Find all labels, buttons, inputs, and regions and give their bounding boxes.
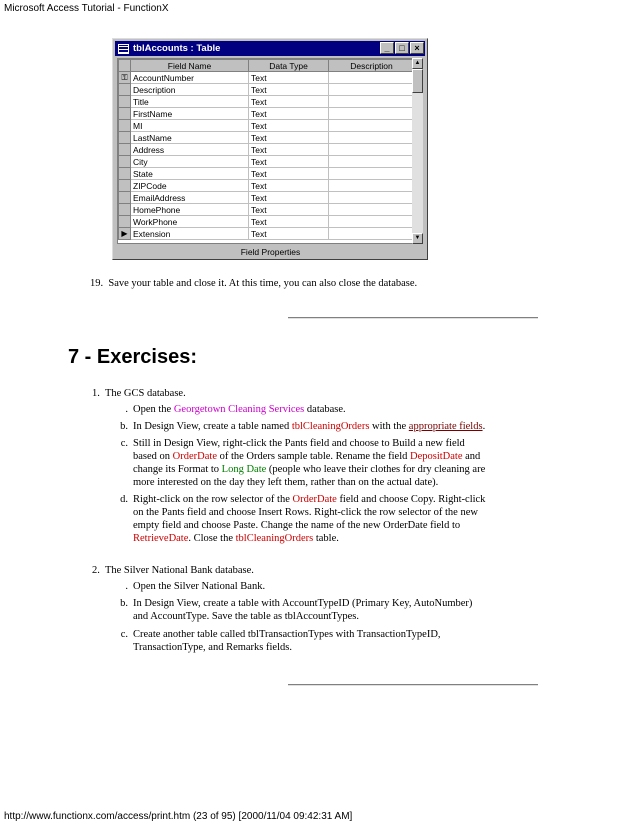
data-type-cell[interactable]: Text	[249, 144, 329, 156]
description-cell[interactable]	[329, 204, 414, 216]
table-row[interactable]	[119, 228, 414, 240]
text: change its Format to	[133, 464, 222, 475]
field-name-cell[interactable]: Title	[131, 96, 249, 108]
field-name: OrderDate	[292, 494, 337, 505]
field-name-cell[interactable]: Description	[131, 84, 249, 96]
text: TransactionType, and Remarks fields.	[133, 642, 292, 653]
text: Still in Design View, right-click the Pants field and choose to Build a new field	[133, 438, 465, 449]
table-row[interactable]	[119, 108, 414, 120]
description-cell[interactable]	[329, 84, 414, 96]
text: and	[462, 451, 481, 462]
field-name-cell[interactable]: MI	[131, 120, 249, 132]
field-name-cell[interactable]: Address	[131, 144, 249, 156]
row-selector[interactable]	[119, 120, 131, 132]
column-header-description: Description	[329, 60, 414, 72]
section-title: 7 - Exercises:	[68, 346, 197, 368]
field-name-cell[interactable]: ZIPCode	[131, 180, 249, 192]
data-type-cell[interactable]: Text	[249, 228, 329, 240]
data-type-cell[interactable]: Text	[249, 180, 329, 192]
text: based on	[133, 451, 173, 462]
field-name-cell[interactable]: Extension	[131, 228, 249, 240]
table-row[interactable]	[119, 132, 414, 144]
table-row[interactable]	[119, 96, 414, 108]
text: more interested on the day they left them, rather than on the actual date).	[133, 477, 439, 488]
table-row[interactable]	[119, 144, 414, 156]
row-selector[interactable]	[119, 216, 131, 228]
scroll-thumb[interactable]	[412, 69, 423, 93]
data-type-cell[interactable]: Text	[249, 84, 329, 96]
text: . Close the	[188, 533, 236, 544]
column-header-data-type: Data Type	[249, 60, 329, 72]
list-text: The GCS database.	[104, 388, 186, 399]
sub-label: .	[125, 581, 128, 592]
row-selector[interactable]	[119, 144, 131, 156]
field-name-cell[interactable]: City	[131, 156, 249, 168]
column-header-field-name: Field Name	[131, 60, 249, 72]
table-name: tblCleaningOrders	[291, 421, 370, 432]
data-type-cell[interactable]: Text	[249, 96, 329, 108]
data-type-cell[interactable]: Text	[249, 132, 329, 144]
row-selector[interactable]	[119, 108, 131, 120]
divider	[288, 317, 538, 319]
table-row[interactable]	[119, 72, 414, 84]
row-selector[interactable]	[119, 168, 131, 180]
step-19	[90, 278, 417, 289]
table-row[interactable]	[119, 156, 414, 168]
sub-label: .	[125, 404, 128, 415]
close-button[interactable]: ×	[410, 42, 424, 54]
row-selector[interactable]	[119, 96, 131, 108]
table-row[interactable]	[119, 216, 414, 228]
window-titlebar	[115, 41, 425, 56]
text: Open the	[133, 404, 174, 415]
list-number: 1.	[92, 388, 100, 399]
data-type-cell[interactable]: Text	[249, 120, 329, 132]
table-row[interactable]	[119, 180, 414, 192]
vertical-scrollbar[interactable]	[412, 58, 423, 244]
sub-label: d.	[120, 494, 128, 505]
data-type-cell[interactable]: Text	[249, 168, 329, 180]
description-cell[interactable]	[329, 192, 414, 204]
sub-label: c.	[120, 438, 128, 449]
text: In Design View, create a table with AccountTypeID (Primary Key, AutoNumber)	[133, 598, 473, 609]
field-name-cell[interactable]: HomePhone	[131, 204, 249, 216]
scroll-up-icon[interactable]: ▲	[412, 58, 423, 69]
georgetown-link[interactable]: Georgetown Cleaning Services	[173, 404, 305, 415]
current-row-icon[interactable]: ▶	[119, 228, 131, 240]
scroll-down-icon[interactable]: ▼	[412, 233, 423, 244]
appropriate-fields-link[interactable]: appropriate fields	[408, 421, 483, 432]
table-row[interactable]	[119, 192, 414, 204]
description-cell[interactable]	[329, 144, 414, 156]
text: and AccountType. Save the table as tblAccountTypes.	[133, 611, 359, 622]
description-cell[interactable]	[329, 120, 414, 132]
table-row[interactable]	[119, 120, 414, 132]
minimize-button[interactable]: _	[380, 42, 394, 54]
text: of the Orders sample table. Rename the field	[216, 451, 410, 462]
step-number: 19.	[90, 278, 104, 289]
field-name-cell[interactable]: LastName	[131, 132, 249, 144]
description-cell[interactable]	[329, 216, 414, 228]
sub-label: b.	[120, 421, 128, 432]
page-footer: http://www.functionx.com/access/print.htm (23 of 95) [2000/11/04 09:42:31 AM]	[4, 811, 353, 822]
table-name: tblCleaningOrders	[235, 533, 314, 544]
text: field and choose Copy. Right-click	[336, 494, 486, 505]
exercise-2-title	[92, 564, 254, 577]
description-cell[interactable]	[329, 72, 414, 84]
row-selector[interactable]	[119, 156, 131, 168]
divider	[288, 684, 538, 686]
primary-key-icon[interactable]: ⚿	[119, 72, 131, 84]
exercise-1-title	[92, 387, 186, 400]
field-name-cell[interactable]: AccountNumber	[131, 72, 249, 84]
text: Open the Silver National Bank.	[133, 581, 266, 592]
row-selector[interactable]	[119, 180, 131, 192]
description-cell[interactable]	[329, 156, 414, 168]
data-type-cell[interactable]: Text	[249, 156, 329, 168]
field-name: RetrieveDate	[133, 533, 189, 544]
row-selector[interactable]	[119, 132, 131, 144]
field-name-cell[interactable]: State	[131, 168, 249, 180]
data-type-cell[interactable]: Text	[249, 108, 329, 120]
row-selector[interactable]	[119, 204, 131, 216]
field-name-cell[interactable]: EmailAddress	[131, 192, 249, 204]
field-properties-bar: Field Properties	[240, 247, 301, 257]
sub-label: b.	[120, 598, 128, 609]
text: .	[482, 421, 486, 432]
data-type-cell[interactable]: Text	[249, 72, 329, 84]
field-name-cell[interactable]: WorkPhone	[131, 216, 249, 228]
description-cell[interactable]	[329, 108, 414, 120]
description-cell[interactable]	[329, 228, 414, 240]
text: on the Pants field and choose Insert Rows. Right-click the row selector of the new	[133, 507, 478, 518]
text: with the	[369, 421, 409, 432]
sub-label: c.	[120, 629, 128, 640]
field-grid	[117, 58, 413, 244]
step-text: Save your table and close it. At this time, you can also close the database.	[108, 278, 418, 289]
text: empty field and choose Paste. Change the name of the new OrderDate field to	[133, 520, 461, 531]
grid-corner	[119, 60, 131, 72]
data-type-cell[interactable]: Text	[249, 216, 329, 228]
data-type-cell[interactable]: Text	[249, 192, 329, 204]
text: Create another table called tblTransactionTypes with TransactionTypeID,	[133, 629, 441, 640]
row-selector[interactable]	[119, 84, 131, 96]
window-title: tblAccounts : Table	[133, 43, 221, 54]
text: Right-click on the row selector of the	[133, 494, 293, 505]
description-cell[interactable]	[329, 96, 414, 108]
field-name: DepositDate	[410, 451, 463, 462]
table-design-window	[112, 38, 428, 260]
list-number: 2.	[92, 565, 100, 576]
description-cell[interactable]	[329, 180, 414, 192]
field-name: OrderDate	[172, 451, 217, 462]
field-name-cell[interactable]: FirstName	[131, 108, 249, 120]
list-text: The Silver National Bank database.	[104, 565, 254, 576]
text: In Design View, create a table named	[133, 421, 292, 432]
table-row[interactable]	[119, 204, 414, 216]
description-cell[interactable]	[329, 168, 414, 180]
maximize-button[interactable]: □	[395, 42, 409, 54]
page-header: Microsoft Access Tutorial - FunctionX	[4, 3, 169, 14]
text: (people who leave their clothes for dry cleaning are	[266, 464, 486, 475]
table-row[interactable]	[119, 168, 414, 180]
description-cell[interactable]	[329, 132, 414, 144]
data-type-cell[interactable]: Text	[249, 204, 329, 216]
table-icon	[118, 44, 129, 54]
format-name: Long Date	[221, 464, 267, 475]
row-selector[interactable]	[119, 192, 131, 204]
table-row[interactable]	[119, 84, 414, 96]
text: table.	[313, 533, 339, 544]
text: database.	[304, 404, 346, 415]
